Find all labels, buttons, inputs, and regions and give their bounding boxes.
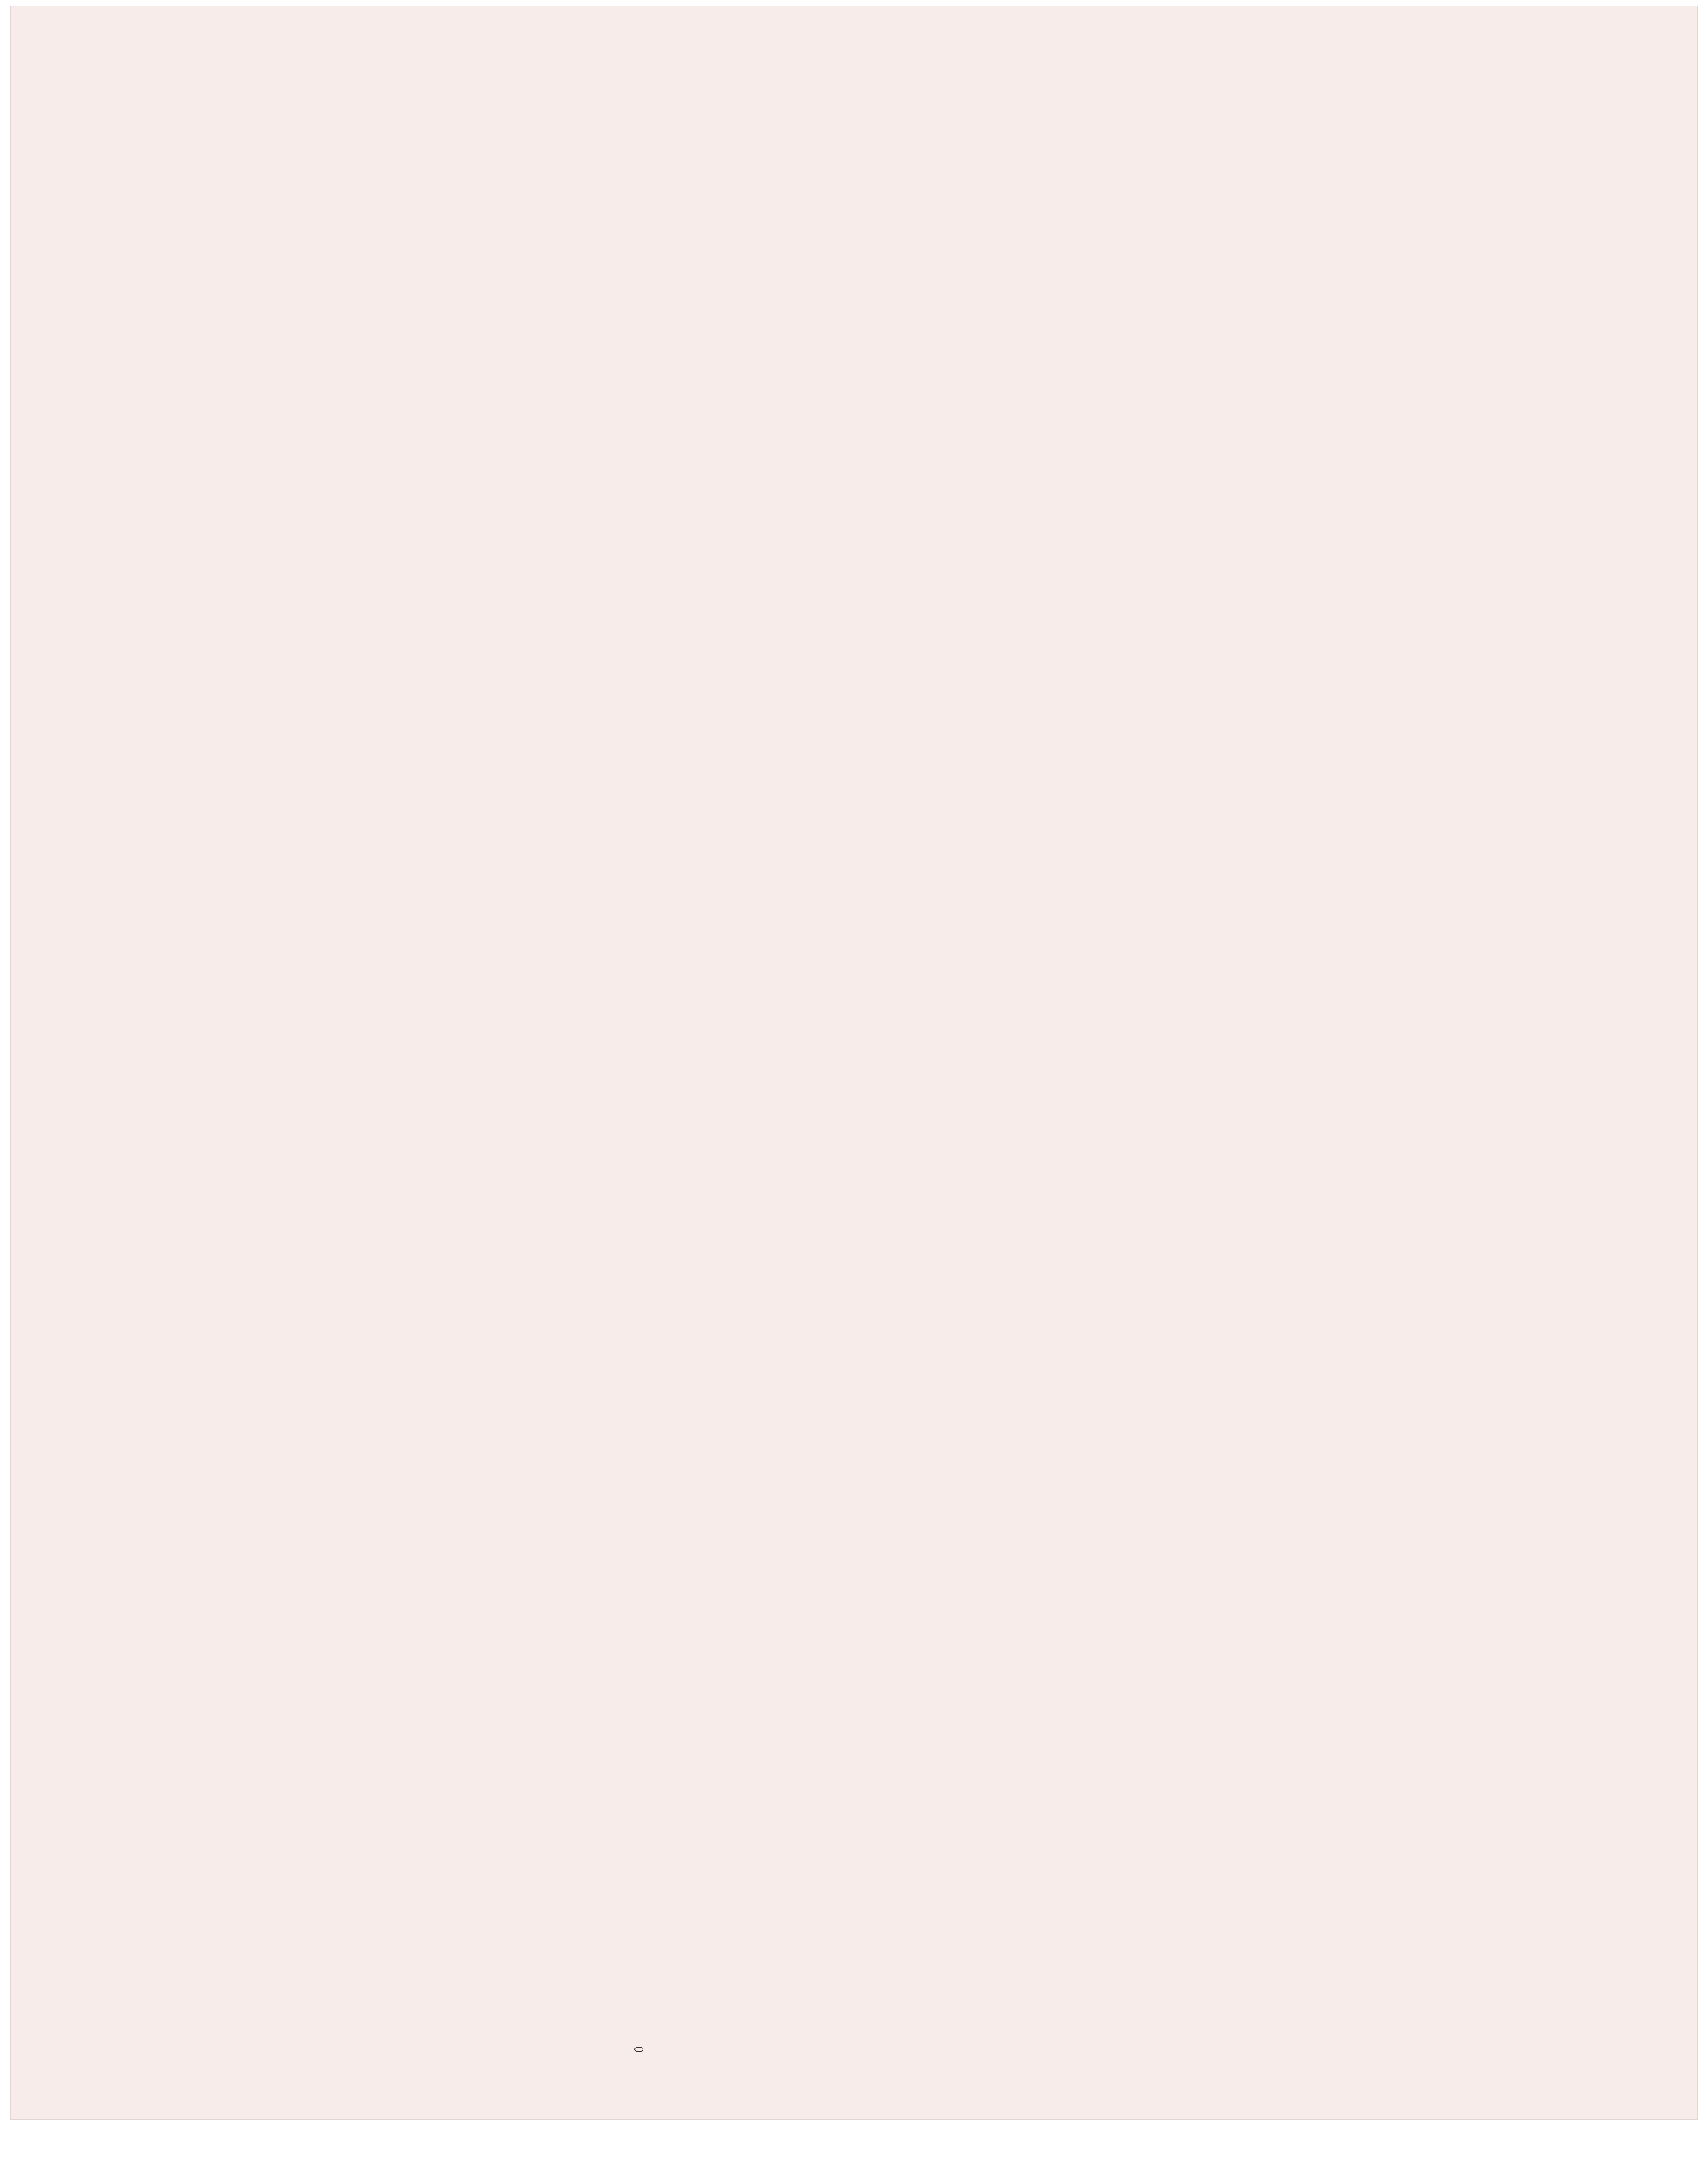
- tally-note-c: [634, 2047, 643, 2052]
- manifest-sheet: [10, 6, 1698, 2120]
- ruled-grid: [10, 6, 1698, 2120]
